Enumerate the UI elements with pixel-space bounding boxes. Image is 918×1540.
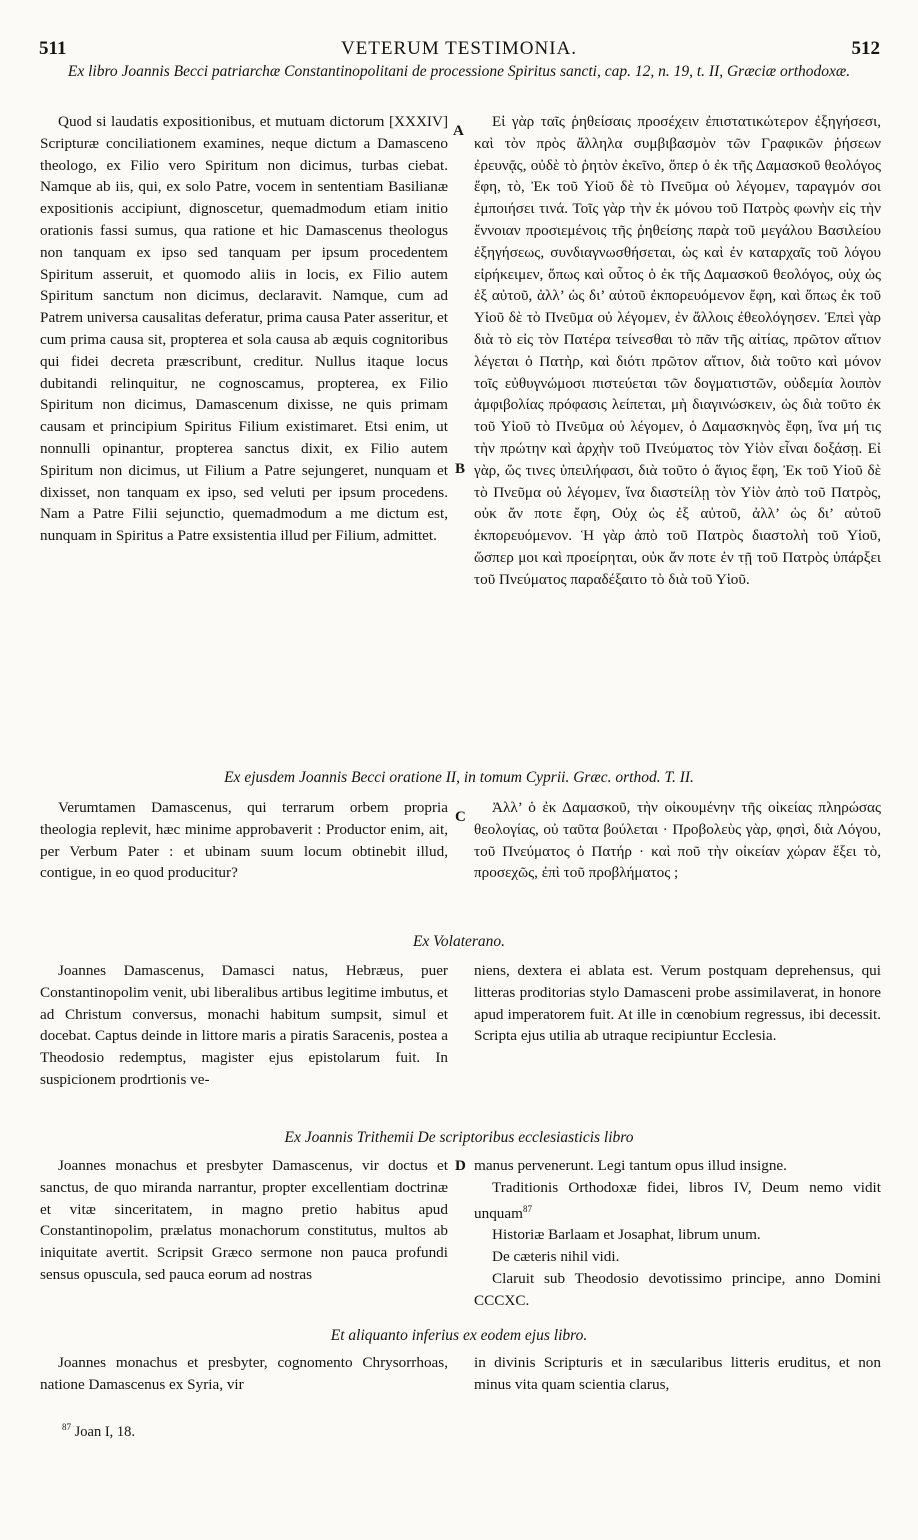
latin-column-becci-processione: Quod si laudatis expositionibus, et mutuam dictorum [XXXIV] Scripturæ conciliationem examines, neque dictum a Damasceno theologo, ex Filio vero Spiritum non dicimus, turbas ciebat. Namque ab iis, qui, ex solo Patre, vocem in sententiam Basilianæ expositionis accipiunt, dignoscetur, quemadmodum etiam initio orationis fassi sumus, qua ratione et hic Damascenus theologus non tanquam ex ipso sed tanquam per ipsum procedentem Spiritum asseruit, et quomodo aliis in locis, ex Filio autem Spiritum sanctum non dicimus, declaravit. Namque, cum ad Patrem universa causalitas deferatur, prima causa Pater asseritur, et cum prima causa sit, propterea et sola causa ab æquis cognitoribus qui fidei decreta præscribunt, creditur. Nullus itaque locus dubitandi relinquitur, ne cognoscamus, propterea, ex Filio Spiritum non dicimus, Damascenum dixisse, ne quis primam causam et principium Spiritus Filium existimaret. Etsi enim, ut nonnulli opinantur, propterea sanctus dixit, ex Filio autem Spiritum non dicimus, ut Filium a Patre sejungeret, nunquam et dixisset, non tanquam ex ipso, sed veluti per ipsum procedens. Nam a Patre Filii sejunctio, quemadmodum a me dictum est, nunquam in Spiritus a Patre exsistentia illud per Filium, admittet. [40, 113, 448, 545]
page-number-right: 512 [851, 38, 880, 59]
source-heading-trithemius-inferius: Et aliquanto inferius ex eodem ejus libro. [330, 1327, 588, 1344]
source-heading-volaterano: Ex Volaterano. [412, 933, 506, 950]
footnote [62, 1418, 135, 1441]
trithemius-inferius-left-column: Joannes monachus et presbyter, cognomento Chrysorrhoas, natione Damascenus ex Syria, vir [40, 1354, 448, 1393]
latin-column-becci-oratione: Verumtamen Damascenus, qui terrarum orbem propria theologia replevit, hæc minime approbaverit : Productor enim, ait, per Verbum Pater : et ubinam suum locum obtinebit illud, contigue, in eo quod producitur? [40, 799, 448, 882]
footnote-number: 87 [62, 1422, 71, 1432]
trithemius-left-column: Joannes monachus et presbyter Damascenus, vir doctus et sanctus, de quo miranda narrantur, propter excellentiam doctrinæ et vitæ sinceritatem, in magno pretio habitus apud Constantinopolim, prælatus monachorum constitutus, multos ab iniquitate avertit. Scripsit Græco sermone non pauca profundi sensus opuscula, sed pauca eorum ad nostras [40, 1157, 448, 1283]
trithemius-line-barlaam: Historiæ Barlaam et Josaphat, librum unum. [492, 1226, 761, 1244]
margin-letter-c: C [455, 809, 466, 825]
source-heading-becci-oratione: Ex ejusdem Joannis Becci oratione II, in tomum Cyprii. Græc. orthod. T. II. [224, 769, 694, 786]
source-heading-trithemius: Ex Joannis Trithemii De scriptoribus ecclesiasticis libro [284, 1129, 634, 1146]
trithemius-line-ceteris: De cæteris nihil vidi. [492, 1248, 620, 1266]
volaterano-right-column: niens, dextera ei ablata est. Verum postquam deprehensus, qui litteras proditorias stylo Damasceni probe assimilaverat, in honore apud imperatorem fuit. At ille in cœnobium regressus, ibi decessit. Scripta ejus utilia ab utraque recipiuntur Ecclesia. [474, 962, 881, 1045]
source-heading-becci-processione: Ex libro Joannis Becci patriarchæ Constantinopolitani de processione Spiritus sancti, cap. 12, n. 19, t. II, Græciæ orthodoxæ. [67, 63, 851, 80]
volaterano-left-column: Joannes Damascenus, Damasci natus, Hebræus, puer Constantinopolim venit, ubi liberalibus artibus legitime imbutus, et ad Christum conversus, monachi habitum sumpsit, simul et docebat. Captus deinde in littore maris a piratis Saracenis, postea a Theodosio redemptus, magister ejus epistolarum fuit. In suspicionem prodrtionis ve- [40, 962, 448, 1088]
margin-letter-a: A [453, 123, 464, 139]
footnote-ref: 87 [522, 1203, 532, 1214]
trithemius-inferius-right-column: in divinis Scripturis et in sæcularibus litteris eruditus, et non minus vita quam scientia clarus, [474, 1354, 881, 1393]
greek-column-becci-processione: Εἰ γὰρ ταῖς ῥηθείσαις προσέχειν ἐπιστατικώτερον ἐξηγήσεσι, καὶ τὸν πρὸς ἄλληλα συμβιβασμὸν τῶν Γραφικῶν ῥήσεων ἐρευνᾷς, οὐδὲ τὸ ῥητὸν ἐκεῖνο, ὅπερ ὁ ἐκ τῆς Δαμασκοῦ θεολόγος ἔφη, τὸ, Ἐκ τοῦ Υἱοῦ δὲ τὸ Πνεῦμα οὐ λέγομεν, ταραγμόν σοι ἐμποιήσει τινά. Τοῖς γὰρ τὴν ἐκ μόνου τοῦ Πατρὸς φωνὴν εἰς τὴν ἔννοιαν προσιεμένοις τῆς ῥηθείσης παρὰ τοῦ μεγάλου Βασιλείου ἐξηγήσεως, συνδιαγνωσθήσεται, ὡς καὶ ἐν καταρχαῖς τοῦ λόγου εἰρήκειμεν, ὅπως καὶ οὗτος ὁ ἐκ τῆς Δαμασκοῦ θεολόγος, οὐχ ὡς ἐξ αὐτοῦ, ἀλλ’ ὡς δι’ αὐτοῦ ἐκπορευόμενον ἔφη, καὶ ὅπως ἐκ τοῦ Υἱοῦ δὲ τὸ Πνεῦμα οὐ λέγομεν, ἐν ἄλλοις ἐθεολόγησεν. Ἐπεὶ γὰρ διὰ τὸ εἰς τὸν Πατέρα τείνεσθαι τὸ πᾶν τῆς αἰτίας, πρῶτον αἴτιον λέγεται ὁ Πατὴρ, καὶ διότι πρῶτον αἴτιον, διὰ τοῦτο καὶ μόνον τοῖς εὐθυγνώμοσι πιστεύεται τῶν δογματιστῶν, οὐδεμία λοιπὸν ἀμφιβολίας πρόφασις λείπεται, μὴ διαγινώσκειν, ὡς διὰ τοῦτο ἐκ τοῦ Υἱοῦ τὸ Πνεῦμα οὐ λέγομεν, ὁ Δαμασκηνὸς ἔφη, ἵνα μή τις τὴν πρώτην καὶ ἀρχὴν τοῦ Πνεύματος τὸν Υἱὸν εἶναι δοξάσῃ. Εἰ γὰρ, ὥς τινες ὑπειλήφασι, διὰ τοῦτο ὁ ἅγιος ἔφη, Ἐκ τοῦ Υἱοῦ δὲ τὸ Πνεῦμα οὐ λέγομεν, ἵνα διαστείλῃ τὸν Υἱὸν ἀπὸ τοῦ Πατρὸς, οὐκ ἄν ποτε ἔφη, Οὐχ ὡς ἐξ αὐτοῦ, ἀλλ’ ὡς δι’ αὐτοῦ ἐκπορευόμενον. Ἡ γὰρ ἀπὸ τοῦ Πατρὸς διαστολὴ τοῦ Υἱοῦ, ὥσπερ μοι καὶ προείρηται, οὐκ ἄν ποτε ἐν τῇ τοῦ Πατρὸς ὑπάρξει τοῦ Πνεύματος παραδέξαιτο τὸ διὰ τοῦ Υἱοῦ. [474, 113, 881, 588]
footnote-text: Joan I, 18. [74, 1423, 136, 1440]
trithemius-line-claruit: Claruit sub Theodosio devotissimo principe, anno Domini CCCXC. [474, 1270, 881, 1309]
margin-letter-b: B [455, 461, 466, 477]
trithemius-line-traditionis: Traditionis Orthodoxæ fidei, libros IV, Deum nemo vidit unquam$^{87}$ [474, 1178, 881, 1222]
greek-column-becci-oratione: Ἀλλ’ ὁ ἐκ Δαμασκοῦ, τὴν οἰκουμένην τῆς οἰκείας πληρώσας θεολογίας, οὐ ταῦτα βούλεται · Προβολεὺς γὰρ, φησὶ, διὰ Λόγου, τοῦ Πνεύματος ὁ Πατήρ · καὶ ποῦ τὴν οἰκείαν χώραν ἕξει τὸ, προσεχῶς, ἐπὶ τοῦ προβλήματος ; [474, 799, 881, 882]
margin-letter-d: D [455, 1158, 466, 1174]
page-number-left: 511 [39, 38, 67, 59]
trithemius-line-manus: manus pervenerunt. Legi tantum opus illud insigne. [474, 1157, 787, 1174]
trithemius-right-column [474, 1155, 881, 1312]
running-title: VETERUM TESTIMONIA. [340, 38, 578, 59]
